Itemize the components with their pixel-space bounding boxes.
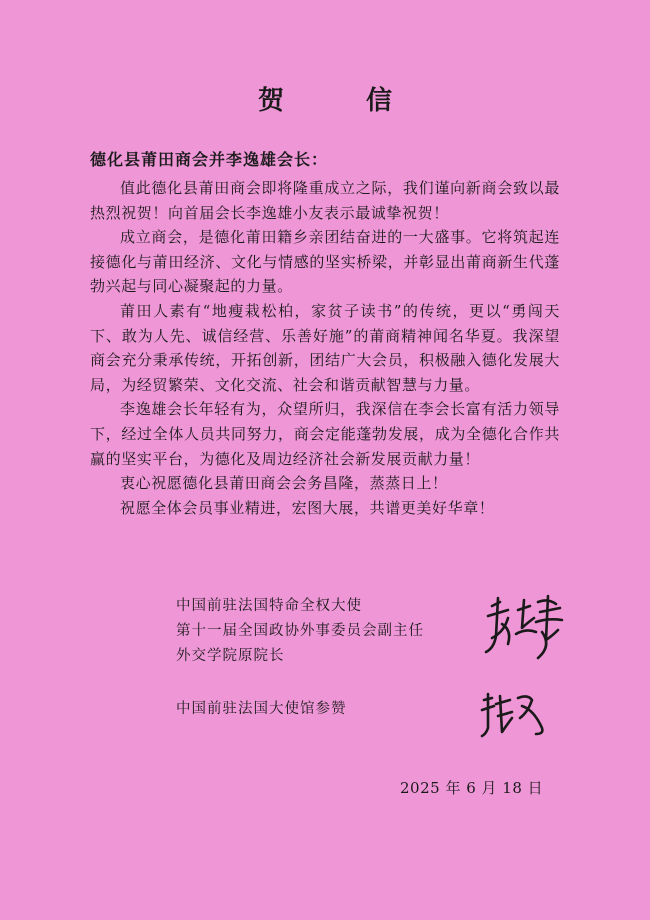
paragraph-significance: 成立商会，是德化莆田籍乡亲团结奋进的一大盛事。它将筑起连接德化与莆田经济、文化与情感的坚实桥梁，并彰显出莆商新生代蓬勃兴起与同心凝聚起的力量。 <box>90 228 560 296</box>
signatory-1-title-2: 第十一届全国政协外事委员会副主任 <box>176 623 424 639</box>
handwritten-signature-1 <box>478 588 568 668</box>
letter-date: 2025 年 6 月 18 日 <box>400 779 544 797</box>
paragraph-confidence: 李逸雄会长年轻有为，众望所归，我深信在李会长富有活力领导下，经过全体人员共同努力，商会定能蓬勃发展，成为全德化合作共赢的坚实平台，为德化及周边经济社会新发展贡献力量！ <box>90 400 560 468</box>
letter-body <box>90 176 560 520</box>
signatory-2-title: 中国前驻法国大使馆参赞 <box>176 701 347 717</box>
signatory-1-title-3: 外交学院原院长 <box>176 648 285 664</box>
salutation: 德化县莆田商会并李逸雄会长： <box>90 150 329 169</box>
letter-title: 贺 信 <box>257 86 420 116</box>
paragraph-congratulations: 值此德化县莆田商会即将隆重成立之际，我们谨向新商会致以最热烈祝贺！向首届会长李逸雄小友表示最诚挚祝贺！ <box>90 179 560 222</box>
paragraph-tradition: 莆田人素有“地瘦栽松柏，家贫子读书”的传统，更以“勇闯天下、敢为人先、诚信经营、乐善好施”的莆商精神闻名华夏。我深望商会充分秉承传统，开拓创新，团结广大会员，积极融入德化发展大局，为经贸繁荣、文化交流、社会和谐贡献智慧与力量。 <box>90 301 560 394</box>
paragraph-wish-1: 衷心祝愿德化县莆田商会会务昌隆，蒸蒸日上！ <box>120 474 448 493</box>
paragraph-wish-2: 祝愿全体会员事业精进，宏图大展，共谱更美好华章！ <box>120 498 495 517</box>
handwritten-signature-2 <box>478 688 548 744</box>
signatory-1-titles <box>176 594 424 669</box>
signatory-1-title-1: 中国前驻法国特命全权大使 <box>176 598 362 614</box>
